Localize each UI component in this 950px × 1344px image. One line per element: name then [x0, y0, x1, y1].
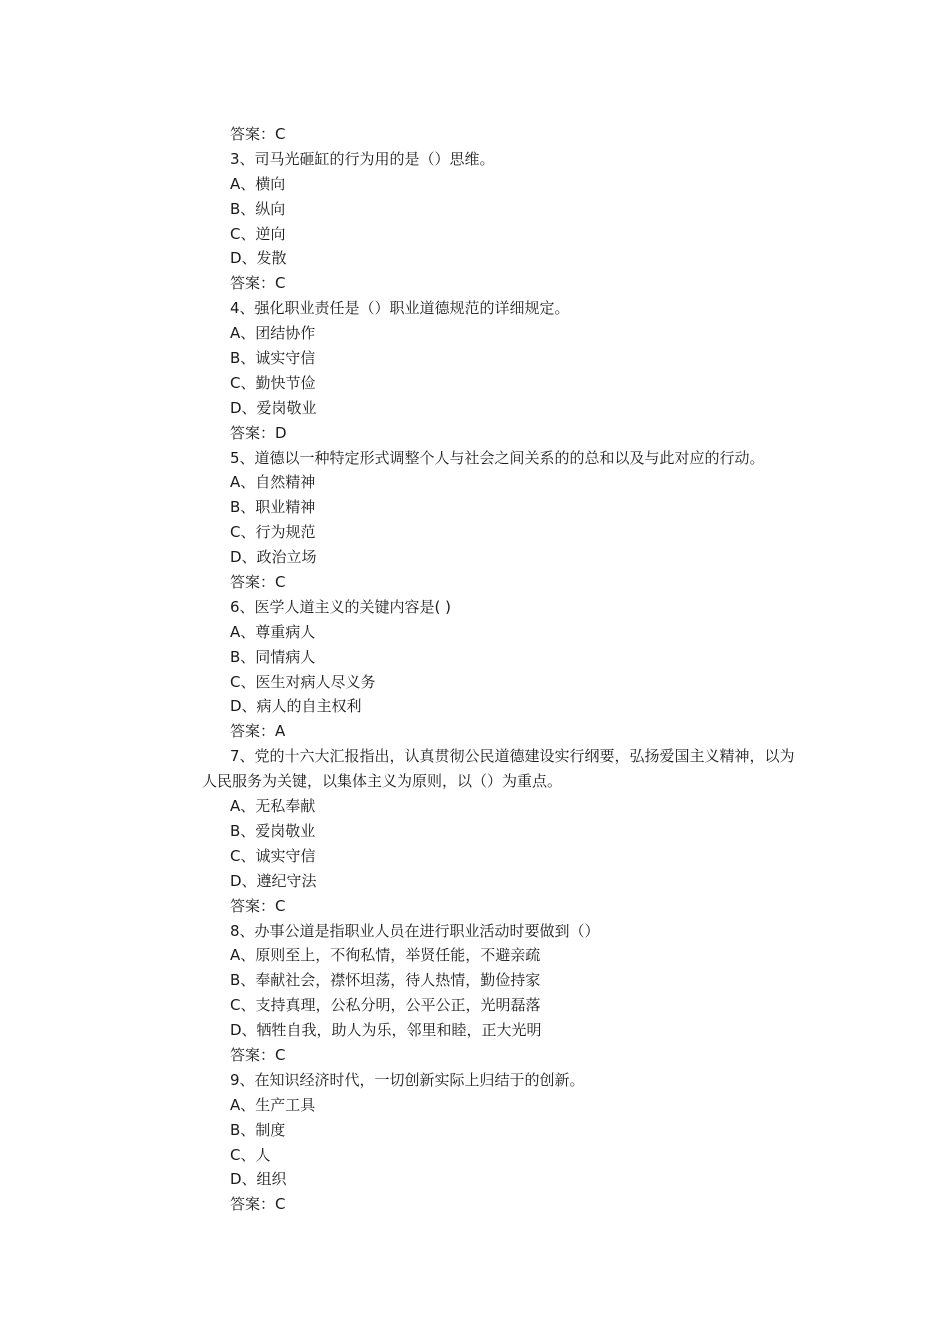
option-item: A、原则至上，不徇私情，举贤任能，不避亲疏: [230, 946, 541, 965]
question-list: [0, 122, 950, 1217]
option-item: D、爱岗敬业: [230, 398, 317, 417]
option-item: D、组织: [230, 1170, 287, 1189]
option-item: C、行为规范: [230, 523, 316, 542]
question-text: 5、道德以一种特定形式调整个人与社会之间关系的的总和以及与此对应的行动。: [230, 448, 765, 467]
answer-line: 答案：C: [230, 1045, 286, 1064]
option-item: B、纵向: [230, 199, 286, 218]
option-item: B、职业精神: [230, 498, 316, 517]
answer-line: 答案：C: [230, 896, 286, 915]
option-item: C、人: [230, 1145, 271, 1164]
answer-line: 答案：C: [230, 573, 286, 592]
option-item: C、勤快节俭: [230, 373, 316, 392]
option-item: A、生产工具: [230, 1095, 316, 1114]
option-item: A、横向: [230, 174, 286, 193]
option-item: B、同情病人: [230, 647, 316, 666]
answer-line: 答案：A: [230, 722, 286, 741]
option-item: B、爱岗敬业: [230, 821, 316, 840]
answer-line: 答案：D: [230, 423, 287, 442]
option-item: D、发散: [230, 249, 287, 268]
answer-line: 答案：C: [230, 125, 286, 143]
option-item: B、制度: [230, 1120, 286, 1139]
option-item: C、支持真理，公私分明，公平公正，光明磊落: [230, 996, 541, 1015]
question-text: 6、医学人道主义的关键内容是( ): [230, 597, 452, 616]
option-item: B、诚实守信: [230, 349, 316, 368]
option-item: A、尊重病人: [230, 622, 316, 641]
answer-line: 答案：C: [230, 274, 286, 293]
option-item: D、病人的自主权利: [230, 697, 362, 716]
question-text-continuation: 人民服务为关键，以集体主义为原则，以（）为重点。: [202, 772, 563, 791]
option-item: D、牺牲自我，助人为乐，邻里和睦，正大光明: [230, 1021, 542, 1040]
question-text: 8、办事公道是指职业人员在进行职业活动时要做到（）: [230, 921, 600, 940]
option-item: A、自然精神: [230, 473, 316, 492]
question-text: 4、强化职业责任是（）职业道德规范的详细规定。: [230, 299, 570, 318]
question-text: 3、司马光砸缸的行为用的是（）思维。: [230, 149, 495, 168]
question-text: 7、党的十六大汇报指出，认真贯彻公民道德建设实行纲要，弘扬爱国主义精神，以为: [230, 747, 795, 766]
option-item: D、遵纪守法: [230, 871, 317, 890]
option-item: C、诚实守信: [230, 846, 316, 865]
option-item: D、政治立场: [230, 548, 317, 567]
option-item: C、逆向: [230, 224, 286, 243]
question-text: 9、在知识经济时代，一切创新实际上归结于的创新。: [230, 1070, 585, 1089]
option-item: A、无私奉献: [230, 797, 316, 816]
option-item: A、团结协作: [230, 324, 316, 343]
option-item: B、奉献社会，襟怀坦荡，待人热情，勤俭持家: [230, 971, 541, 990]
answer-line: 答案：C: [230, 1195, 286, 1214]
option-item: C、医生对病人尽义务: [230, 672, 376, 691]
